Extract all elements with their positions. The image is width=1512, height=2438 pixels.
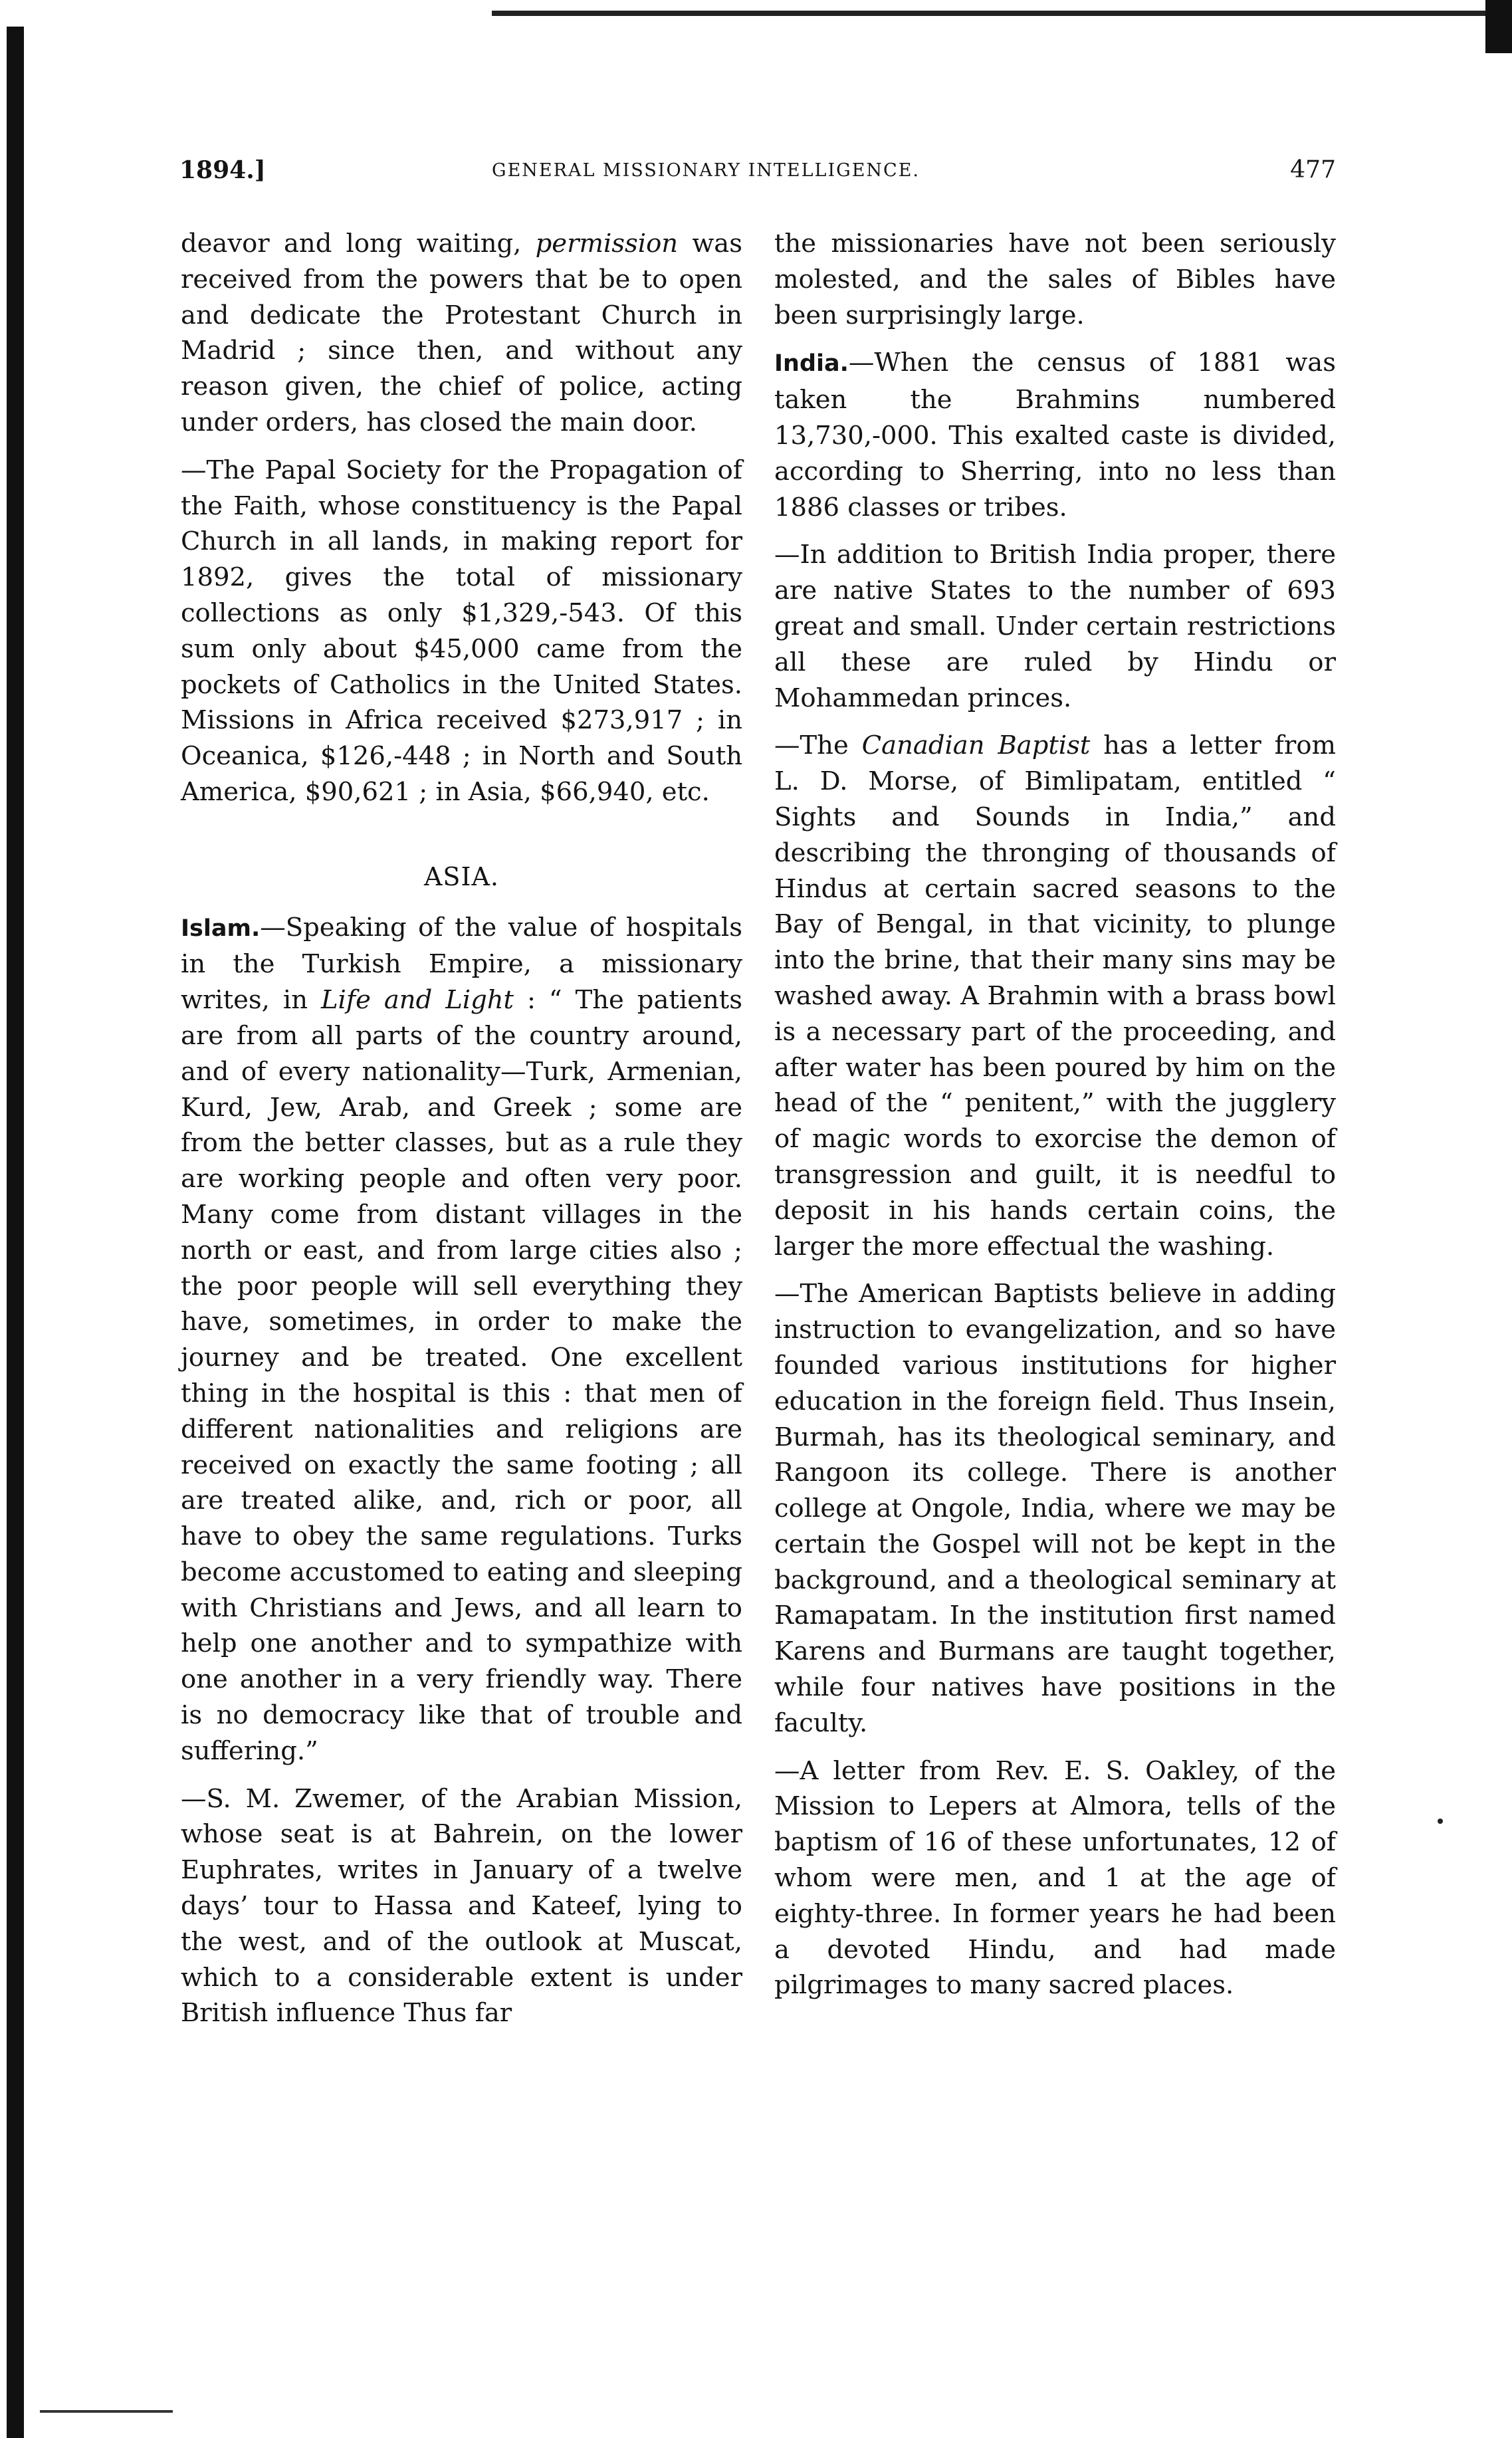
header-year: 1894.] [179, 156, 266, 184]
page-header [179, 156, 1336, 196]
scan-edge-left [7, 27, 24, 2438]
scan-edge-top [492, 11, 1489, 16]
paragraph-papal-society: —The Papal Society for the Propagation of the Faith, whose constituency is the Papal Church in all lands, in making report for 1892, gives the total of missionary collections as only $1,329,-543. Of this sum only about $45,000 came from the pockets of Catholics in the United States. Missions in Africa received $273,917 ; in Oceanica, $126,-448 ; in North and South America, $90,621 ; in Asia, $66,940, etc. [181, 455, 742, 807]
scan-edge-bottom [40, 2410, 173, 2413]
paragraph-text: : “ The patients are from all parts of the country around, and of every nationality—Turk, Armenian, Kurd, Jew, Arab, and Greek ; some are from the better classes, but as a rule they are working people and often very poor. Many come from distant villages in the north or east, and from large cities also ; the poor people will sell everything they have, sometimes, in order to make the journey and be treated. One excellent thing in the hospital is this : that men of different nationalities and religions are received on exactly the same footing ; all are treated alike, and, rich or poor, all have to obey the same regulations. Turks become accustomed to eating and sleeping with Christians and Jews, and all learn to help one another and to sympathize with one another in a very friendly way. There is no democracy like that of trouble and suffering.” [181, 985, 742, 1766]
paragraph-lead: Islam. [181, 915, 261, 942]
scan-speck [1438, 1819, 1443, 1824]
paragraph-lead: India. [774, 350, 849, 378]
section-heading-asia: ASIA. [423, 861, 499, 891]
paragraph-oakley: —A letter from Rev. E. S. Oakley, of the Mission to Lepers at Almora, tells of the baptism of 16 of these unfortunates, 12 of whom were men, and 1 at the age of eighty-three. In former years he had been a devoted Hindu, and had made pilgrimages to many sacred places. [774, 1755, 1336, 2001]
paragraph-text: —Speaking of the value of hospitals in the Turkish Empire, a missionary writes, in [181, 912, 742, 1016]
right-column [774, 226, 1336, 2015]
paragraph-canadian-baptist [774, 728, 1336, 1264]
paragraph-text: has a letter from L. D. Morse, of Bimlipatam, entitled “ Sights and Sounds in India,” and describing the thronging of thousands of Hindus at certain sacred seasons to the Bay of Bengal, in that vicinity, to plunge into the brine, that their many sins may be washed away. A Brahmin with a brass bowl is a necessary part of the proceeding, and after water has been poured by him on the head of the “ penitent,” with the jugglery of magic words to exorcise the demon of transgression and guilt, it is needful to deposit in his hands certain coins, the larger the more effectual the washing. [774, 730, 1337, 1262]
scan-corner [1485, 0, 1512, 53]
paragraph-continuation: the missionaries have not been seriously molested, and the sales of Bibles have been surprisingly large. [774, 229, 1336, 330]
emphasis-text: Canadian Baptist [861, 730, 1091, 761]
page-number: 477 [1290, 156, 1336, 183]
paragraph-native-states: —In addition to British India proper, there are native States to the number of 693 great and small. Under certain restrictions all these are ruled by Hindu or Mohammedan princes. [774, 540, 1336, 713]
running-title: GENERAL MISSIONARY INTELLIGENCE. [492, 160, 920, 181]
paragraph-india [774, 345, 1336, 525]
paragraph-text: —The [774, 730, 862, 761]
paragraph-text: deavor and long waiting, [181, 229, 536, 259]
left-column [181, 226, 742, 2043]
paragraph-zwemer: —S. M. Zwemer, of the Arabian Mission, whose seat is at Bahrein, on the lower Euphrates, writes in January of a twelve days’ tour to Hassa and Kateef, lying to the west, and of the outlook at Muscat, which to a considerable extent is under British influence Thus far [181, 1783, 742, 2029]
paragraph-madrid [181, 226, 742, 441]
paragraph-american-baptists: —The American Baptists believe in adding instruction to evangelization, and so have founded various institutions for higher education in the foreign field. Thus Insein, Burmah, has its theological seminary, and Rangoon its college. There is another college at Ongole, India, where we may be certain the Gospel will not be kept in the background, and a theological seminary at Ramapatam. In the institution first named Karens and Burmans are taught together, while four natives have positions in the faculty. [774, 1279, 1336, 1738]
emphasis-text: permission [535, 229, 679, 259]
emphasis-text: Life and Light [320, 985, 514, 1016]
paragraph-text: —When the census of 1881 was taken the Brahmins numbered 13,730,-000. This exalted caste is divided, according to Sherring, into no less than 1886 classes or tribes. [774, 348, 1336, 522]
paragraph-text: was received from the powers that be to open and dedicate the Protestant Church in Madrid ; since then, and without any reason given, the chief of police, acting under orders, has closed the main door. [181, 229, 743, 437]
paragraph-islam [181, 910, 742, 1769]
